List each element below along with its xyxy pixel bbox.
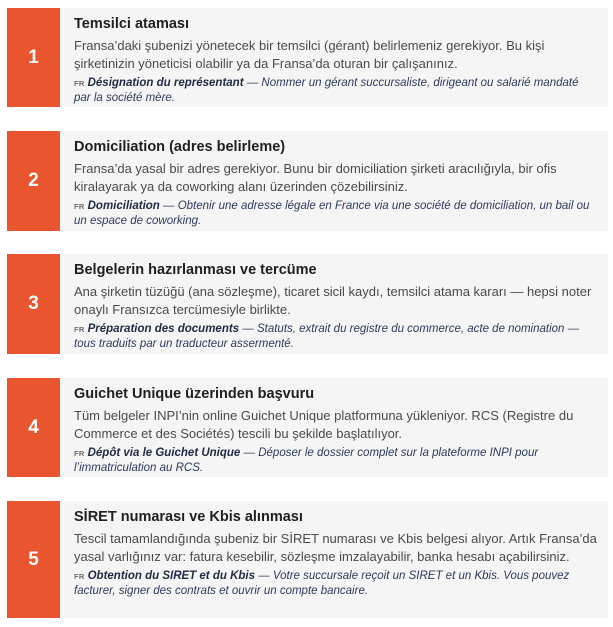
french-term: Domiciliation [87,200,160,212]
step-item [7,501,608,618]
french-language-tag: FR [74,449,85,458]
french-text: — Nommer un gérant succursaliste, dirigeant ou salarié mandaté par la société mère. [74,77,579,104]
french-text: — Statuts, extrait du registre du commerce, acte de nomination — tous traduits par un traducteur assermenté. [74,323,580,350]
step-description: Tüm belgeler INPI’nin online Guichet Unique platformuna yükleniyor. RCS (Registre du Commerce et des Sociétés) tescili bu şekilde başlatılıyor. [74,408,574,441]
step-gap [7,354,608,378]
step-title: Guichet Unique üzerinden başvuru [74,386,315,402]
step-title: SİRET numarası ve Kbis alınması [74,509,303,525]
step-french-note [74,322,598,352]
step-description: Fransa’da yasal bir adres gerekiyor. Bunu bir domiciliation şirketi aracılığıyla, bir ofis kiralayarak ya da coworking alanı üzerinden çözebilirsiniz. [74,161,557,194]
step-number-badge: 1 [7,8,60,107]
french-language-tag: FR [74,202,85,211]
steps-list [7,8,608,618]
step-item [7,131,608,231]
step-french-note [74,199,598,229]
step-number-badge: 2 [7,131,60,231]
step-gap [7,231,608,254]
french-text: — Obtenir une adresse légale en France via une société de domiciliation, un bail ou un espace de coworking. [74,200,590,227]
french-language-tag: FR [74,572,85,581]
step-gap [7,107,608,131]
step-description: Fransa’daki şubenizi yönetecek bir temsilci (gérant) belirlemeniz gerekiyor. Bu kişi şirketinizin yöneticisi olabilir ya da Fransa’da oturan bir çalışanınız. [74,38,545,71]
french-term: Désignation du représentant [87,77,244,89]
step-description: Ana şirketin tüzüğü (ana sözleşme), ticaret sicil kaydı, temsilci atama kararı — hepsi noter onaylı Fransızca tercümesiyle birlikte. [74,284,592,317]
step-number-badge: 5 [7,501,60,618]
french-language-tag: FR [74,79,85,88]
french-term: Préparation des documents [87,323,240,335]
step-title: Domiciliation (adres belirleme) [74,139,286,155]
step-french-note [74,569,598,599]
french-language-tag: FR [74,325,85,334]
french-term: Dépôt via le Guichet Unique [87,447,241,459]
step-description: Tescil tamamlandığında şubeniz bir SİRET numarası ve Kbis belgesi alıyor. Artık Fransa’da yasal varlığınız var: fatura kesebilir, sözleşme imzalayabilir, banka hesabı açabilirsiniz. [74,531,597,564]
step-body [60,131,608,231]
step-item [7,8,608,107]
step-body [60,501,608,618]
step-french-note [74,76,598,106]
step-title: Temsilci ataması [74,16,189,32]
step-body [60,254,608,354]
step-body [60,378,608,477]
step-body [60,8,608,107]
step-item [7,378,608,477]
step-number-badge: 3 [7,254,60,354]
step-french-note [74,446,598,476]
step-gap [7,477,608,501]
french-text: — Déposer le dossier complet sur la plateforme INPI pour l’immatriculation au RCS. [74,447,539,474]
step-number-badge: 4 [7,378,60,477]
french-text: — Votre succursale reçoit un SIRET et un Kbis. Vous pouvez facturer, signer des contrats et ouvrir un compte bancaire. [74,570,570,597]
step-title: Belgelerin hazırlanması ve tercüme [74,262,317,278]
step-item [7,254,608,354]
french-term: Obtention du SIRET et du Kbis [87,570,255,582]
